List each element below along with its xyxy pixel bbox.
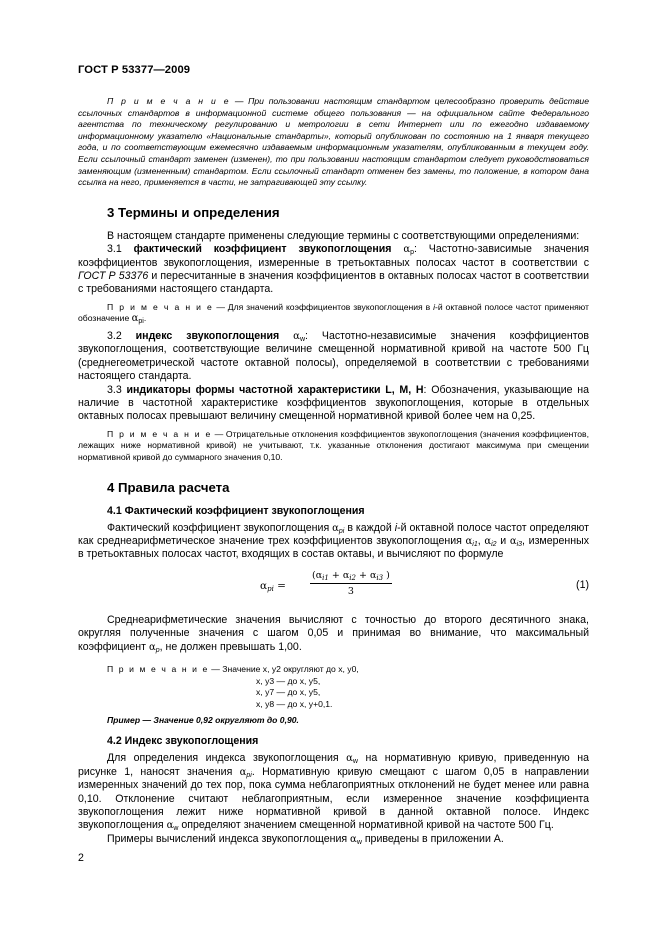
page-content <box>78 96 589 846</box>
symbol-subscript: i2 <box>491 541 497 548</box>
formula-lhs <box>260 580 286 592</box>
symbol-subscript: pi <box>338 527 345 535</box>
text: , измеренных в третьоктавных полосах частот, входящих в состав октавы, и вычисляют по формуле <box>78 535 589 561</box>
paragraph-rounding <box>78 614 589 654</box>
symbol-subscript: i3 <box>516 541 523 548</box>
symbol-subscript: i2 <box>349 573 356 582</box>
paragraph-4-1-definition <box>78 522 589 562</box>
alpha-symbol: α <box>465 536 473 547</box>
term-number: 3.3 <box>107 383 127 396</box>
symbol-subscript: w <box>299 335 305 343</box>
alpha-symbol: α <box>350 833 357 845</box>
term-name: фактический коэффициент звукопоглощения <box>133 243 404 256</box>
term-definition-cont: и пересчитанные в значения коэффициентов в октавных полосах частот в соответствии с требованиями настоящего стандарта. <box>78 269 589 296</box>
document-code-header: ГОСТ Р 53377—2009 <box>78 64 191 76</box>
note-text-cont: -й октавной полосе частот применяют обозначение <box>78 301 589 324</box>
term-name: индекс звукопоглощения <box>135 329 294 342</box>
term-number: 3.2 <box>107 329 136 342</box>
fraction-denominator: 3 <box>347 585 354 597</box>
index-i: i <box>394 521 398 534</box>
symbol-subscript: i3 <box>376 573 384 582</box>
note-3-3 <box>78 429 589 464</box>
text: в каждой <box>344 521 395 534</box>
symbol-subscript: i1 <box>322 573 329 582</box>
text: определяют значением смещенной нормативной кривой на частоте 500 Гц. <box>178 819 554 832</box>
alpha-symbol: α <box>403 244 411 256</box>
note-text: — Отрицательные отклонения коэффициентов звукопоглощения (значения коэффициентов, лежащих ниже нормативной кривой) не учитывают, т.к. указанные отклонения достигают максимума при смещении нормативной кривой до суммарного значения 0,10. <box>78 428 589 462</box>
text: , <box>477 535 485 547</box>
subsection-4-2-title: 4.2 Индекс звукопоглощения <box>107 735 259 748</box>
note-label: П р и м е ч а н и е <box>107 664 209 675</box>
rounding-rule: x, y8 — до x, y+0,1. <box>256 698 333 709</box>
text: -й октавной полосе частот определяют как среднеарифметическое значение трех коэффициентов звукопоглощения <box>78 521 589 547</box>
plus-sign: + <box>328 569 343 581</box>
formula-fraction <box>310 570 392 597</box>
text: Примеры вычислений индекса звукопоглощения <box>107 832 351 845</box>
paren: ( <box>312 569 316 581</box>
term-definition: : Обозначения, указывающие на наличие в частотной характеристике коэффициентов звукопоглощения, которые в отдельных октавных полосах превышают величину смещенной нормативной кривой более чем на 0,25. <box>78 383 590 423</box>
alpha-symbol: α <box>148 641 156 653</box>
fraction-numerator <box>310 570 392 584</box>
symbol-subscript: w <box>352 758 358 766</box>
term-name: индикаторы формы частотной характеристики L, M, H <box>126 383 424 396</box>
section-4-title: 4 Правила расчета <box>107 479 230 495</box>
note-text: — При пользовании настоящим стандартом целесообразно проверить действие ссылочных стандартов в информационной системе общего пользования — на официальном сайте Федерального агентства по техническому регулированию и метрологии в сети Интернет или по ежегодно издаваемому информационному указателю «Национальные стандарты», который опубликован по состоянию на 1 января текущего года, и по соответствующим ежемесячно издаваемым информационным указателям, опубликованным в текущем году. Если ссылочный стандарт заменен (изменен), то при пользовании настоящим стандартом следует руководствоваться заменяющим (измененным) стандартом. Если ссылочный стандарт отменен без замены, то положение, в котором дана ссылка на него, применяется в части, не затрагивающей эту ссылку. <box>78 96 589 188</box>
alpha-symbol: α <box>369 569 377 581</box>
term-definition: : Частотно-зависимые значения коэффициентов звукопоглощения, измеренные в третьоктавных полосах частот в соответствии с <box>78 243 589 269</box>
symbol-subscript: pi <box>267 584 274 593</box>
plus-sign: + <box>355 569 370 581</box>
section-3-intro: В настоящем стандарте применены следующие термины с соответствующими определениями: <box>107 229 580 242</box>
paragraph-4-2-examples <box>78 833 589 846</box>
text: Для определения индекса звукопоглощения <box>107 752 347 765</box>
text: . Нормативную кривую смещают с шагом 0,05 в направлении измеренных значений до тех пор, пока сумма неблагоприятных отклонений не будет менее или равна 0,10. Отклонение считают неблагоприятным, если измеренное значение коэффициента звукопоглощения лежит ниже нормативной кривой в данной октавной полосе. Индекс звукопоглощения <box>78 765 589 832</box>
symbol-subscript: p <box>410 249 415 257</box>
symbol-subscript: w <box>356 838 362 846</box>
note-label: П р и м е ч а н и е <box>107 428 212 439</box>
alpha-symbol: α <box>315 569 323 581</box>
rounding-example: Пример — Значение 0,92 округляют до 0,90. <box>107 715 299 726</box>
formula-number: (1) <box>576 578 589 591</box>
term-3-1 <box>78 243 589 297</box>
note-label: П р и м е ч а н и е <box>107 96 231 106</box>
alpha-symbol: α <box>131 313 139 325</box>
note-3-1 <box>78 302 589 325</box>
term-number: 3.1 <box>107 243 134 256</box>
alpha-symbol: α <box>342 569 350 581</box>
text: Фактический коэффициент звукопоглощения <box>107 521 333 534</box>
text: и <box>496 535 510 547</box>
rounding-rules <box>78 676 589 711</box>
text: на нормативную кривую, приведенную на рисунке 1, наносят значения <box>78 752 589 778</box>
section-3-title: 3 Термины и определения <box>107 204 280 220</box>
note-text: — Значение x, y2 округляют до x, y0, <box>208 664 359 675</box>
alpha-symbol: α <box>332 522 339 534</box>
text: , не должен превышать 1,00. <box>159 640 302 653</box>
term-definition: : Частотно-независимые значения коэффициентов звукопоглощения, соответствующие величине смещенной нормативной кривой на частоте 500 Гц (среднегеометрической частоте октавной полосы), определяемой в соответствии с требованиями настоящего стандарта. <box>78 329 589 383</box>
symbol-subscript: i1 <box>472 541 478 548</box>
standard-reference: ГОСТ Р 53376 <box>78 269 149 282</box>
equals-sign: = <box>273 579 286 592</box>
subsection-4-1-title: 4.1 Фактический коэффициент звукопоглощения <box>107 504 365 517</box>
text: Среднеарифметические значения вычисляют с точностью до второго десятичного знака, округляя полученные значения с шагом 0,05 и принимая во внимание, что максимальный коэффициент <box>78 613 589 653</box>
alpha-symbol: α <box>166 820 174 832</box>
rounding-note <box>78 664 589 676</box>
symbol-subscript: w <box>173 825 179 833</box>
index-i: i <box>433 301 435 312</box>
page-number: 2 <box>78 852 84 864</box>
symbol-subscript: pi <box>246 771 252 779</box>
term-3-2 <box>78 330 589 384</box>
alpha-symbol: α <box>509 536 517 547</box>
paragraph-4-2-method <box>78 752 589 832</box>
symbol-subscript: pi <box>138 318 144 326</box>
alpha-symbol: α <box>239 766 247 778</box>
referenced-standards-note <box>78 96 589 189</box>
alpha-symbol: α <box>346 753 353 765</box>
text: приведены в приложении А. <box>361 832 504 845</box>
alpha-symbol: α <box>484 536 492 547</box>
term-3-3 <box>78 384 589 424</box>
rounding-rule: x, y3 — до x, y5, <box>256 675 321 686</box>
formula-1 <box>78 570 589 604</box>
note-end: . <box>143 313 147 324</box>
symbol-subscript: p <box>155 646 160 654</box>
note-text: — Для значений коэффициентов звукопоглощения в <box>213 301 434 312</box>
paren: ) <box>383 569 390 581</box>
rounding-rule: x, y7 — до x, y5, <box>256 687 321 698</box>
note-label: П р и м е ч а н и е <box>107 301 214 312</box>
alpha-symbol: α <box>293 330 300 342</box>
alpha-symbol: α <box>260 579 268 592</box>
